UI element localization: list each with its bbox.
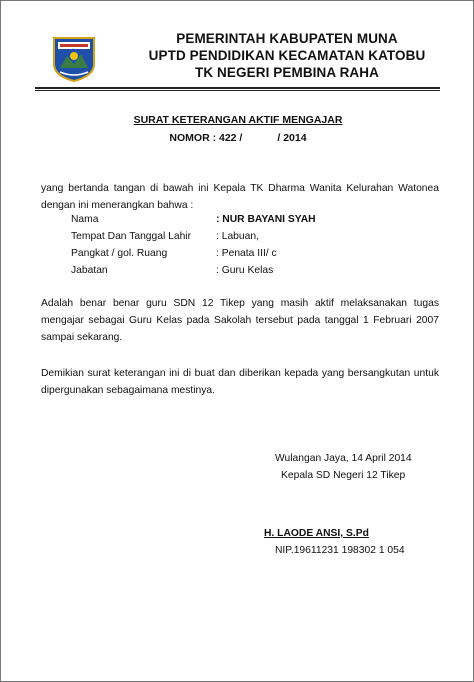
field-label-ttl: Tempat Dan Tanggal Lahir — [71, 231, 192, 242]
letterhead-line-1: PEMERINTAH KABUPATEN MUNA — [176, 31, 398, 46]
letter-title — [1, 114, 474, 126]
intro-paragraph: yang bertanda tangan di bawah ini Kepala TK Dharma Wanita Kelurahan Watonea dengan ini menerangkan bahwa : — [41, 183, 439, 211]
signature-position: Kepala SD Negeri 12 Tikep — [281, 470, 406, 481]
field-value-nama: : NUR BAYANI SYAH — [216, 214, 316, 225]
regency-emblem-icon — [50, 34, 98, 82]
signatory-nip: NIP.19611231 198302 1 054 — [275, 545, 405, 556]
letter-title-text: SURAT KETERANGAN AKTIF MENGAJAR — [133, 114, 343, 126]
signature-place-date: Wulangan Jaya, 14 April 2014 — [275, 453, 412, 464]
statement-paragraph: Adalah benar benar guru SDN 12 Tikep yang masih aktif melaksanakan tugas mengajar sebagai Guru Kelas pada Sakolah tersebut pada tanggal 1 Februari 2007 sampai sekarang. — [41, 298, 439, 343]
letterhead-line-3: TK NEGERI PEMBINA RAHA — [195, 65, 379, 80]
letter-number: NOMOR : 422 / / 2014 — [169, 132, 307, 144]
closing-paragraph: Demikian surat keterangan ini di buat dan diberikan kepada yang bersangkutan untuk dipergunakan sebagaimana mestinya. — [41, 368, 439, 396]
field-value-ttl: : Labuan, — [216, 231, 259, 242]
field-label-jabatan: Jabatan — [71, 265, 108, 276]
field-label-nama: Nama — [71, 214, 99, 225]
letterhead — [105, 30, 469, 81]
field-value-jabatan: : Guru Kelas — [216, 265, 274, 276]
field-label-pangkat: Pangkat / gol. Ruang — [71, 248, 168, 259]
field-value-pangkat: : Penata III/ c — [216, 248, 277, 259]
letterhead-line-2: UPTD PENDIDIKAN KECAMATAN KATOBU — [148, 48, 426, 63]
letterhead-divider — [35, 87, 440, 89]
signatory-name: H. LAODE ANSI, S.Pd — [264, 528, 369, 539]
letterhead-divider-thin — [35, 90, 440, 91]
